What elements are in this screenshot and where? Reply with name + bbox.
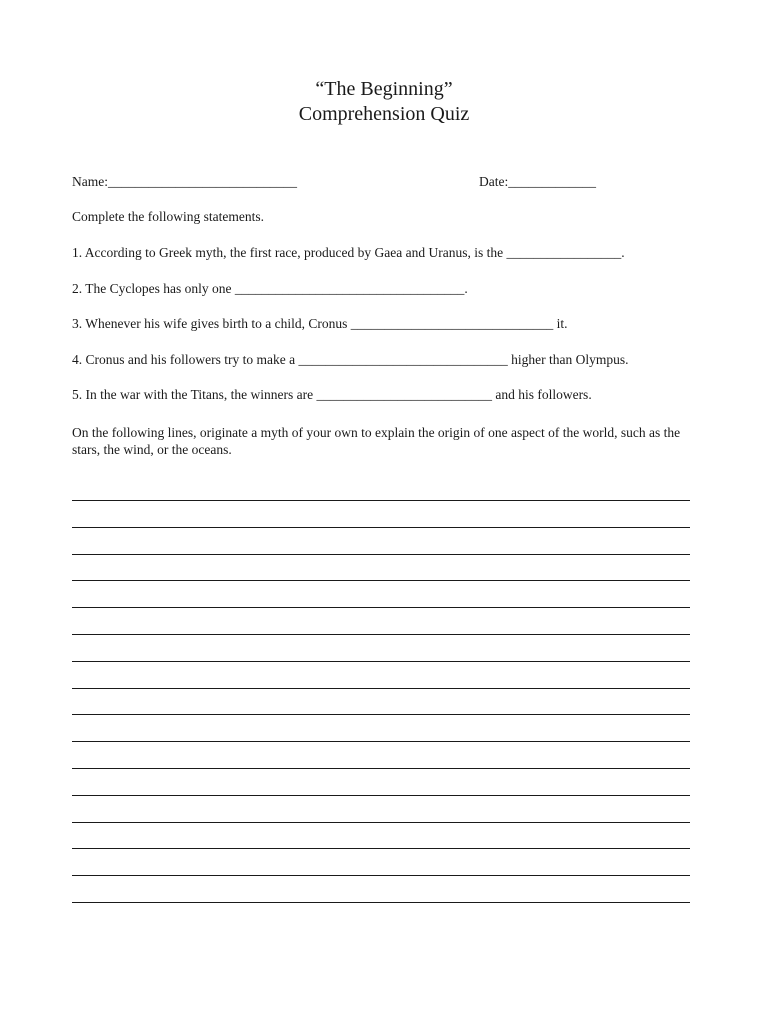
writing-line: [72, 661, 690, 662]
writing-line: [72, 607, 690, 608]
writing-line: [72, 580, 690, 581]
question-4: 4. Cronus and his followers try to make a _______________________________ higher than Olympus.: [72, 352, 629, 367]
date-field: Date:_____________: [479, 174, 596, 189]
writing-line: [72, 875, 690, 876]
writing-line: [72, 822, 690, 823]
writing-lines: [72, 500, 690, 929]
writing-line: [72, 527, 690, 528]
writing-line: [72, 500, 690, 501]
question-3: 3. Whenever his wife gives birth to a child, Cronus ______________________________ it.: [72, 316, 568, 331]
writing-line: [72, 902, 690, 903]
quiz-title: [0, 77, 768, 127]
writing-line: [72, 768, 690, 769]
question-5: 5. In the war with the Titans, the winners are __________________________ and his followers.: [72, 387, 592, 402]
writing-line: [72, 634, 690, 635]
question-2: 2. The Cyclopes has only one __________________________________.: [72, 281, 468, 296]
writing-line: [72, 554, 690, 555]
writing-line: [72, 714, 690, 715]
writing-line: [72, 688, 690, 689]
title-line-story: “The Beginning”: [315, 78, 453, 100]
instructions-text: Complete the following statements.: [72, 209, 264, 224]
question-1: 1. According to Greek myth, the first race, produced by Gaea and Uranus, is the _________________.: [72, 245, 625, 260]
title-line-quiz: Comprehension Quiz: [298, 103, 470, 125]
essay-prompt: On the following lines, originate a myth of your own to explain the origin of one aspect of the world, such as the stars, the wind, or the oceans.: [72, 425, 681, 457]
writing-line: [72, 795, 690, 796]
writing-line: [72, 741, 690, 742]
name-field: Name:____________________________: [72, 174, 297, 189]
writing-line: [72, 848, 690, 849]
